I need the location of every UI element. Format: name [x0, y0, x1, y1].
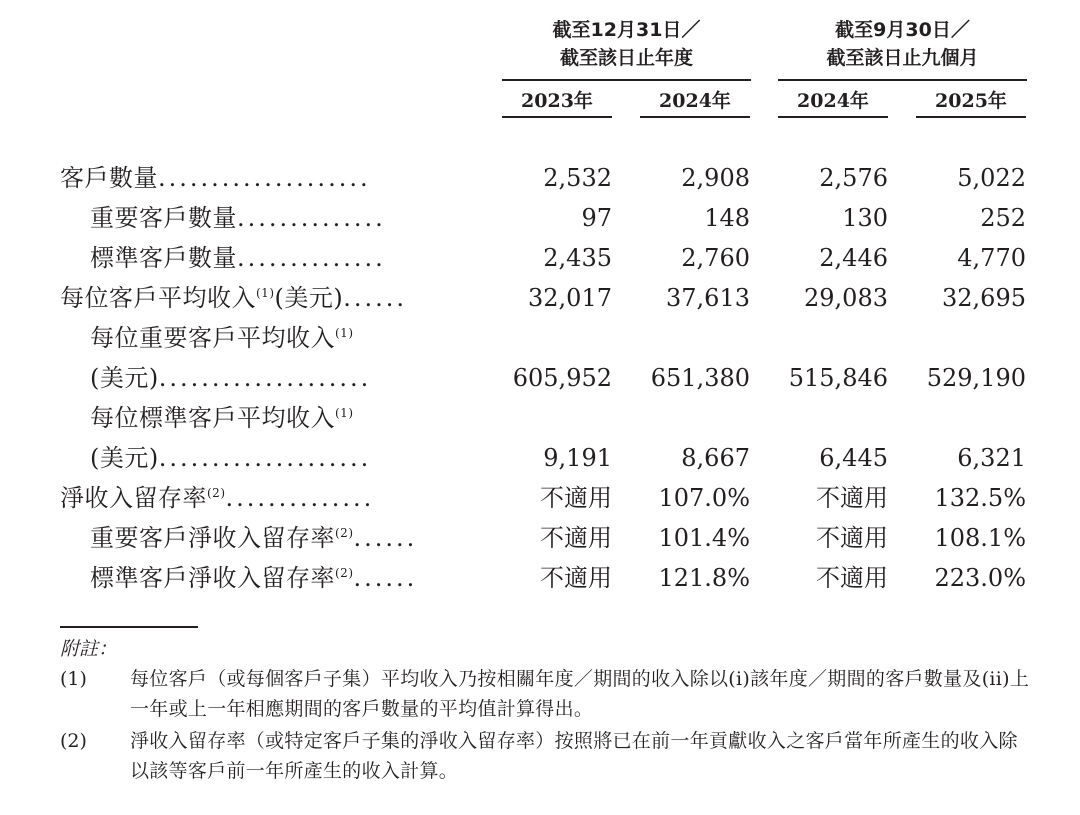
row-label-unit: (美元) [274, 284, 344, 312]
year-header-4: 2025年 [935, 90, 1007, 112]
header-group-nine-months-line2: 截至該日止九個月 [826, 47, 979, 69]
row-value-col-4: 223.0% [934, 564, 1026, 592]
year-rule-4 [916, 116, 1026, 118]
row-value-col-4: 5,022 [957, 164, 1026, 192]
footnote-1-number: (1) [60, 668, 87, 690]
row-label [60, 478, 475, 518]
table-row [0, 478, 1080, 518]
footnote-2-number: (2) [60, 730, 87, 752]
header-group-year-end-line1: 截至12月31日／ [552, 19, 701, 41]
row-value-col-2: 8,667 [681, 444, 750, 472]
row-leader-dots: ...... [353, 524, 418, 552]
row-label-text: 標準客戶數量 [90, 244, 237, 272]
row-value-col-3: 29,083 [804, 284, 888, 312]
year-header-3: 2024年 [797, 90, 869, 112]
header-rule-year-end [502, 79, 751, 81]
year-header-1: 2023年 [521, 90, 593, 112]
table-row [0, 278, 1080, 318]
row-label [90, 238, 475, 278]
row-label-text: 標準客戶淨收入留存率 [90, 564, 335, 592]
row-label-text: (美元) [90, 364, 159, 392]
row-leader-dots: .................... [158, 164, 371, 192]
row-label-text: 每位客戶平均收入 [60, 284, 256, 312]
year-header-2: 2024年 [659, 90, 731, 112]
footnote-2-text: 淨收入留存率（或特定客戶子集的淨收入留存率）按照將已在前一年貢獻收入之客戶當年所產生的收入除以該等客戶前一年所產生的收入計算。 [130, 730, 1018, 782]
row-label [90, 318, 475, 358]
row-value-col-3: 不適用 [816, 564, 888, 592]
row-value-col-3: 515,846 [788, 364, 888, 392]
row-value-col-4: 4,770 [957, 244, 1026, 272]
footnote-title: 附註： [60, 638, 118, 660]
header-group-year-end [502, 16, 751, 72]
row-leader-dots: .............. [237, 244, 386, 272]
header-group-nine-months-line1: 截至9月30日／ [835, 19, 970, 41]
row-label [60, 278, 475, 318]
row-value-col-4: 252 [980, 204, 1026, 232]
table-row [0, 198, 1080, 238]
header-group-year-end-line2: 截至該日止年度 [559, 47, 693, 69]
table-row [0, 318, 1080, 358]
table-row [0, 558, 1080, 598]
row-value-col-2: 37,613 [666, 284, 750, 312]
row-value-col-3: 2,446 [819, 244, 888, 272]
row-value-col-1: 32,017 [528, 284, 612, 312]
table-row [0, 158, 1080, 198]
row-value-col-1: 9,191 [543, 444, 612, 472]
row-label [90, 398, 475, 438]
year-rule-1 [502, 116, 612, 118]
row-label-footnote-ref: (1) [335, 326, 354, 340]
row-label-footnote-ref: (2) [335, 566, 354, 580]
row-value-col-4: 108.1% [934, 524, 1026, 552]
row-label-text: 重要客戶淨收入留存率 [90, 524, 335, 552]
table-row [0, 438, 1080, 478]
row-label-footnote-ref: (2) [207, 486, 226, 500]
row-value-col-2: 2,908 [681, 164, 750, 192]
row-label [60, 158, 475, 198]
row-value-col-2: 121.8% [658, 564, 750, 592]
row-value-col-3: 130 [842, 204, 888, 232]
row-label-text: 淨收入留存率 [60, 484, 207, 512]
row-leader-dots: ...... [353, 564, 418, 592]
year-rule-3 [778, 116, 888, 118]
row-value-col-4: 132.5% [934, 484, 1026, 512]
row-value-col-1: 不適用 [540, 484, 612, 512]
row-value-col-4: 529,190 [926, 364, 1026, 392]
row-value-col-2: 107.0% [658, 484, 750, 512]
row-value-col-1: 2,435 [543, 244, 612, 272]
row-value-col-1: 97 [581, 204, 612, 232]
row-value-col-1: 2,532 [543, 164, 612, 192]
table-row [0, 398, 1080, 438]
row-label-footnote-ref: (1) [256, 286, 275, 300]
row-label [90, 558, 475, 598]
row-label-footnote-ref: (2) [335, 526, 354, 540]
row-leader-dots: .................... [158, 444, 372, 472]
row-label-text: 每位標準客戶平均收入 [90, 404, 335, 432]
row-value-col-4: 6,321 [957, 444, 1026, 472]
row-value-col-1: 不適用 [540, 524, 612, 552]
header-rule-nine-months [778, 79, 1027, 81]
row-label-text: 每位重要客戶平均收入 [90, 324, 335, 352]
row-value-col-2: 101.4% [658, 524, 750, 552]
row-value-col-3: 不適用 [816, 524, 888, 552]
row-leader-dots: .............. [225, 484, 375, 512]
table-row [0, 518, 1080, 558]
table-row [0, 358, 1080, 398]
row-value-col-2: 148 [704, 204, 750, 232]
row-leader-dots: .................... [158, 364, 372, 392]
row-value-col-2: 2,760 [681, 244, 750, 272]
row-leader-dots: .............. [237, 204, 386, 232]
table-row [0, 238, 1080, 278]
row-label [90, 438, 475, 478]
row-value-col-3: 不適用 [816, 484, 888, 512]
row-value-col-3: 6,445 [819, 444, 888, 472]
row-leader-dots: ...... [343, 284, 408, 312]
row-label [90, 518, 475, 558]
footnote-1-text: 每位客戶（或每個客戶子集）平均收入乃按相關年度／期間的收入除以(i)該年度／期間的客戶數量及(ii)上一年或上一年相應期間的客戶數量的平均值計算得出。 [130, 668, 1030, 720]
row-value-col-1: 605,952 [512, 364, 612, 392]
year-rule-2 [640, 116, 750, 118]
row-label [90, 198, 475, 238]
row-label-footnote-ref: (1) [335, 406, 354, 420]
row-label-text: 客戶數量 [60, 164, 158, 192]
row-label-text: 重要客戶數量 [90, 204, 237, 232]
row-value-col-3: 2,576 [819, 164, 888, 192]
row-value-col-1: 不適用 [540, 564, 612, 592]
row-label-text: (美元) [90, 444, 159, 472]
row-label [90, 358, 475, 398]
footnote-rule [60, 626, 198, 628]
header-group-nine-months [778, 16, 1027, 72]
row-value-col-4: 32,695 [942, 284, 1026, 312]
row-value-col-2: 651,380 [650, 364, 750, 392]
